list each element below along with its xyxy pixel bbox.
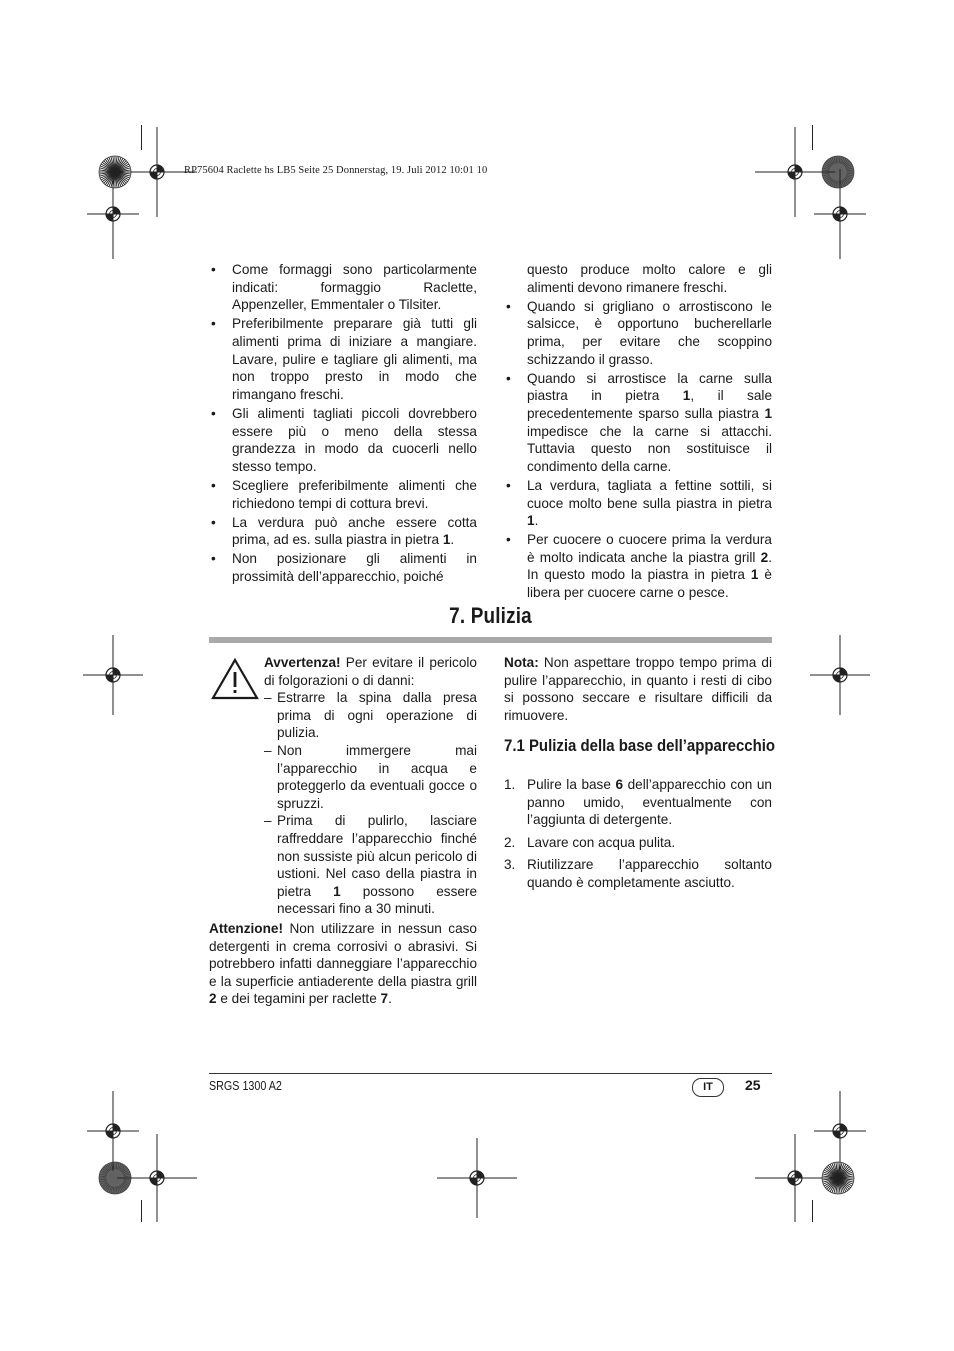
list-item: • Come formaggi sono particolarmente indicati: formaggio Raclette, Appenzeller, Emmentaler o Tilsiter.: [209, 261, 477, 314]
registration-mark-icon: [112, 1133, 202, 1223]
note-label: Nota:: [504, 655, 539, 670]
list-item: • Quando si arrostisce la carne sulla piastra in pietra 1, il sale precedentemente sparso sulla piastra 1 impedisce che la carne si attacchi. Tuttavia questo non sostituisce il condimento della carne.: [504, 370, 772, 476]
subsection-title: 7.1 Pulizia della base dell’apparecchio: [504, 736, 776, 755]
warning-intro: Avvertenza! Per evitare il pericolo di folgorazioni o di danni:: [264, 655, 477, 688]
section-title: 7. Pulizia: [449, 603, 532, 628]
warning-label: Avvertenza!: [264, 655, 341, 670]
trim-line: [141, 125, 142, 150]
steps-list: [504, 776, 772, 892]
list-item: • Scegliere preferibilmente alimenti che richiedono tempi di cottura brevi.: [209, 477, 477, 512]
warning-block: [264, 654, 477, 918]
trim-line: [812, 125, 813, 150]
list-item: – Estrarre la spina dalla presa prima di ogni operazione di pulizia.: [264, 689, 477, 742]
list-item: – Non immergere mai l’apparecchio in acqua e proteggerlo da eventuali gocce o spruzzi.: [264, 742, 477, 812]
footer-rule: [209, 1073, 772, 1074]
right-bullet-list: [504, 298, 772, 602]
title-rule: [209, 637, 772, 643]
registration-mark-icon: [68, 630, 158, 720]
registration-mark-icon: [68, 169, 158, 259]
language-badge: IT: [692, 1078, 724, 1097]
attention-block: [209, 920, 477, 1008]
list-item: • Quando si grigliano o arrostiscono le salsicce, è opportuno bucherellarle prima, per evitare che scoppino schizzando il grasso.: [504, 298, 772, 368]
print-header: RP75604 Raclette hs LB5 Seite 25 Donnerstag, 19. Juli 2012 10:01 10: [184, 165, 488, 176]
left-bullet-list: [209, 261, 477, 586]
attention-label: Attenzione!: [209, 921, 284, 936]
warning-triangle-icon: [210, 657, 260, 706]
left-column: [209, 261, 477, 587]
list-item: • Per cuocere o cuocere prima la verdura è molto indicata anche la piastra grill 2. In questo modo la piastra in pietra 1 è libera per cuocere carne o pesce.: [504, 531, 772, 601]
warning-list: [264, 689, 477, 918]
note-block: [504, 654, 772, 724]
right-column: [504, 261, 772, 603]
attention-text: Attenzione! Non utilizzare in nessun caso detergenti in crema corrosivi o abrasivi. Si potrebbero infatti danneggiare l’apparecchio e la superficie antiaderente della piastra grill 2 e dei tegamini per raclette 7.: [209, 921, 477, 1007]
trim-line: [141, 1200, 142, 1222]
list-item: 1. Pulire la base 6 dell’apparecchio con un panno umido, eventualmente con l’aggiunta di detergente.: [504, 777, 772, 828]
trim-line: [812, 1200, 813, 1222]
steps-block: [504, 776, 772, 897]
registration-mark-icon: [432, 1133, 522, 1223]
footer-model: SRGS 1300 A2: [209, 1079, 282, 1093]
list-item: – Prima di pulirlo, lasciare raffreddare l’apparecchio finché non sussiste più alcun pericolo di ustioni. Nel caso della piastra in pietra 1 possono essere necessari fino a 30 minuti.: [264, 812, 477, 918]
note-text: Nota: Non aspettare troppo tempo prima di pulire l’apparecchio, in quanto i resti di cibo si possono seccare e risultare difficili da rimuovere.: [504, 655, 772, 723]
list-item: 2. Lavare con acqua pulita.: [504, 834, 676, 850]
page-number: 25: [745, 1077, 761, 1093]
list-item: • Gli alimenti tagliati piccoli dovrebbero essere più o meno della stessa grandezza in modo da cuocerli nello stesso tempo.: [209, 405, 477, 475]
registration-mark-icon: [795, 630, 885, 720]
registration-mark-icon: [795, 169, 885, 259]
list-item: 3. Riutilizzare l’apparecchio soltanto quando è completamente asciutto.: [504, 857, 772, 890]
list-item: • Preferibilmente preparare già tutti gli alimenti prima di iniziare a mangiare. Lavare, pulire e tagliare gli alimenti, ma non troppo presto in modo che rimangano freschi.: [209, 315, 477, 403]
list-item: • La verdura, tagliata a fettine sottili, si cuoce molto bene sulla piastra in pietra 1.: [504, 477, 772, 530]
continuation-text: questo produce molto calore e gli alimenti devono rimanere freschi.: [527, 262, 772, 295]
list-item: • La verdura può anche essere cotta prima, ad es. sulla piastra in pietra 1.: [209, 514, 477, 549]
list-item: • Non posizionare gli alimenti in prossimità dell’apparecchio, poiché: [209, 550, 477, 585]
registration-mark-icon: [750, 1133, 840, 1223]
